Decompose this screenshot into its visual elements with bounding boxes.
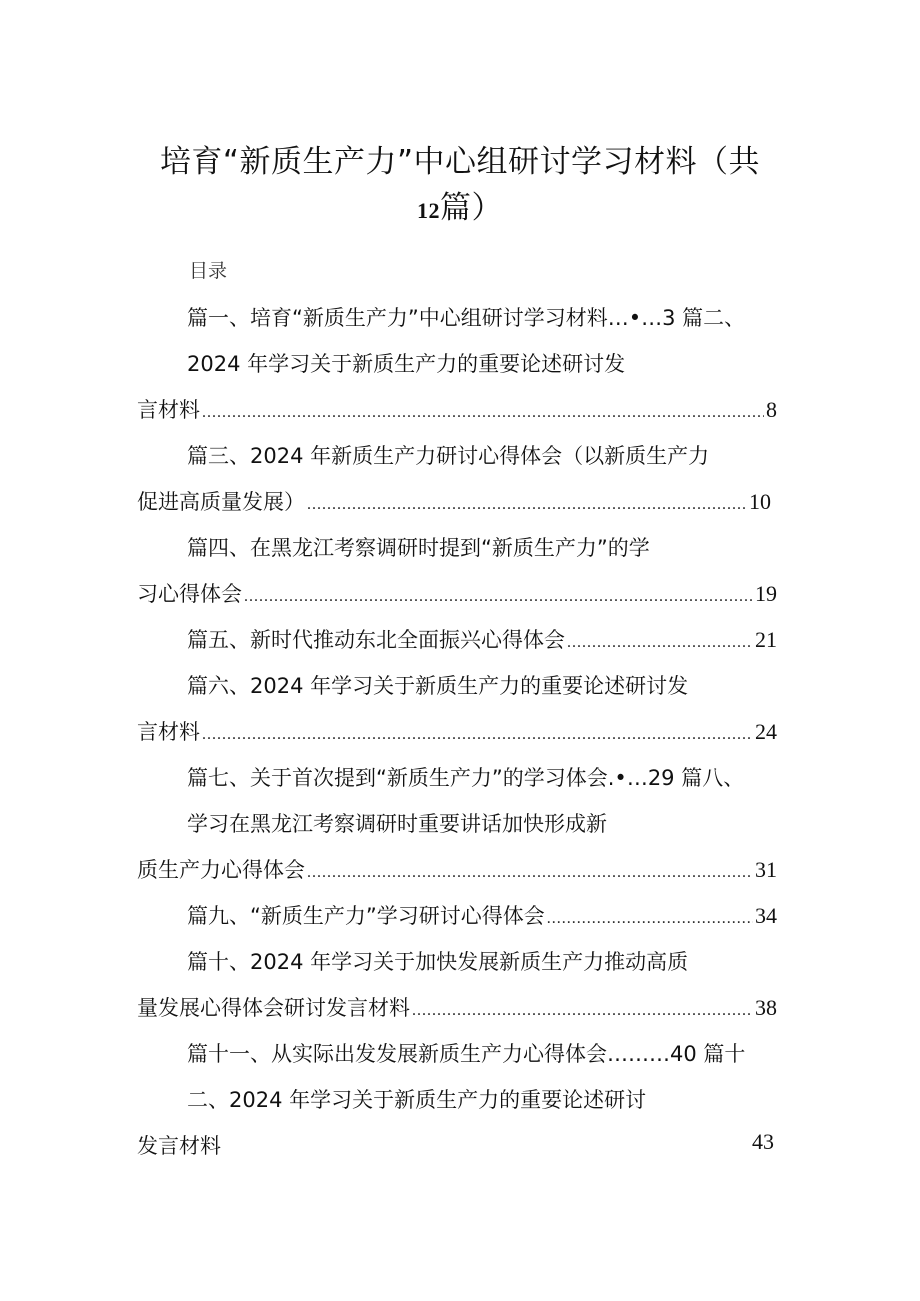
dot-leader xyxy=(567,629,753,657)
toc-entry-4-line-1[interactable]: 篇四、在黑龙江考察调研时提到“新质生产力”的学 xyxy=(187,536,650,560)
toc-entry-10-line-2[interactable] xyxy=(137,994,777,1025)
toc-entry-12-page-number: 43 xyxy=(752,1129,774,1154)
toc-entry-3-line-2[interactable] xyxy=(137,488,771,519)
toc-entry-5[interactable] xyxy=(187,626,777,657)
toc-entry-2-line-1[interactable]: 2024 年学习关于新质生产力的重要论述研讨发 xyxy=(187,352,626,376)
dot-leader xyxy=(202,399,764,427)
toc-page-number: 10 xyxy=(749,489,771,514)
toc-entry-text: 篇五、新时代推动东北全面振兴心得体会 xyxy=(187,628,565,652)
toc-entry-text: 习心得体会 xyxy=(137,582,242,606)
toc-entry-text: 量发展心得体会研讨发言材料 xyxy=(137,996,410,1020)
dot-leader xyxy=(412,997,753,1025)
toc-entry-7[interactable]: 篇七、关于首次提到“新质生产力”的学习体会.•…29 篇八、 xyxy=(187,766,745,790)
toc-entry-text: 促进高质量发展） xyxy=(137,490,305,514)
toc-entry-12-line-2-text[interactable]: 发言材料 xyxy=(137,1134,221,1158)
toc-entry-3-line-1[interactable]: 篇三、2024 年新质生产力研讨心得体会（以新质生产力 xyxy=(187,444,710,468)
document-title-line-2 xyxy=(0,182,920,227)
toc-page-number: 19 xyxy=(755,581,777,606)
toc-entry-10-line-1[interactable]: 篇十、2024 年学习关于加快发展新质生产力推动高质 xyxy=(187,950,689,974)
toc-entry-1[interactable]: 篇一、培育“新质生产力”中心组研讨学习材料…•…3 篇二、 xyxy=(187,306,746,330)
toc-page-number: 24 xyxy=(755,719,777,744)
title-count-suffix: 篇） xyxy=(440,190,503,226)
toc-entry-12-line-1[interactable]: 二、2024 年学习关于新质生产力的重要论述研讨 xyxy=(187,1088,647,1112)
toc-entry-11[interactable]: 篇十一、从实际出发发展新质生产力心得体会………40 篇十 xyxy=(187,1042,746,1066)
toc-page-number: 21 xyxy=(755,627,777,652)
toc-page-number: 38 xyxy=(755,995,777,1020)
dot-leader xyxy=(244,583,753,611)
toc-heading: 目录 xyxy=(189,260,228,282)
toc-entry-6-line-2[interactable] xyxy=(137,718,777,749)
dot-leader xyxy=(307,491,747,519)
dot-leader xyxy=(202,721,753,749)
toc-entry-8-line-1[interactable]: 学习在黑龙江考察调研时重要讲话加快形成新 xyxy=(187,812,607,836)
document-title-line-1: 培育“新质生产力”中心组研讨学习材料（共 xyxy=(159,144,761,180)
dot-leader xyxy=(307,859,753,887)
toc-entry-text: 篇九、“新质生产力”学习研讨心得体会 xyxy=(187,904,545,928)
title-count: 12 xyxy=(417,198,440,223)
toc-entry-6-line-1[interactable]: 篇六、2024 年学习关于新质生产力的重要论述研讨发 xyxy=(187,674,689,698)
toc-page-number: 34 xyxy=(755,903,777,928)
toc-page-number: 31 xyxy=(755,857,777,882)
toc-entry-text: 质生产力心得体会 xyxy=(137,858,305,882)
toc-page-number: 8 xyxy=(766,397,777,422)
toc-entry-2-line-2[interactable] xyxy=(137,396,777,427)
toc-entry-8-line-2[interactable] xyxy=(137,856,777,887)
dot-leader xyxy=(547,905,753,933)
toc-entry-9[interactable] xyxy=(187,902,777,933)
toc-entry-text: 言材料 xyxy=(137,398,200,422)
toc-entry-text: 言材料 xyxy=(137,720,200,744)
toc-entry-4-line-2[interactable] xyxy=(137,580,777,611)
